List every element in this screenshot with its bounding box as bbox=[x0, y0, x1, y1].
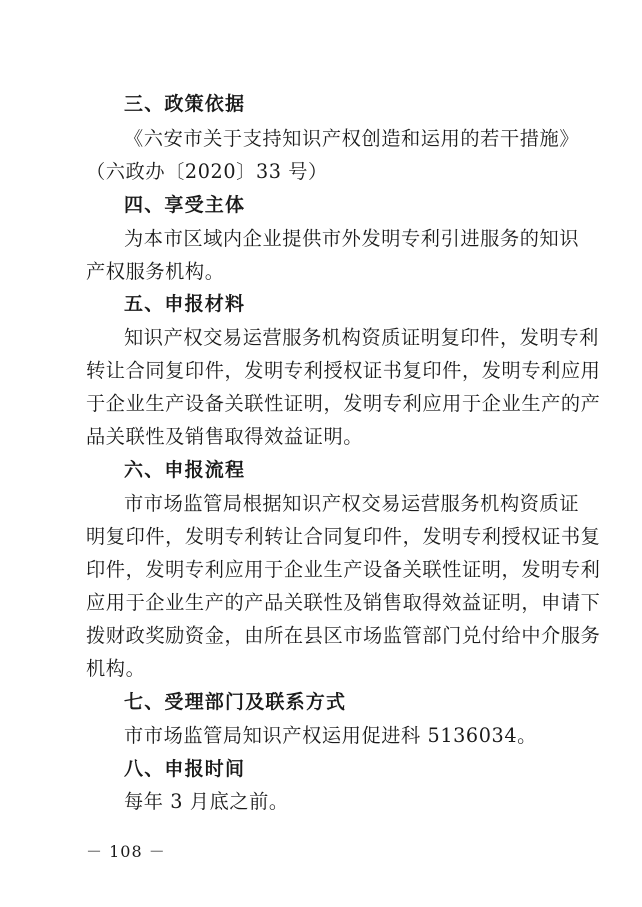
paragraph-line: 知识产权交易运营服务机构资质证明复印件，发明专利 bbox=[124, 326, 599, 349]
section-heading-eligible-subject: 四、享受主体 bbox=[124, 194, 246, 216]
paragraph-line: 转让合同复印件，发明专利授权证书复印件，发明专利应用 bbox=[86, 359, 601, 382]
paragraph-line: 每年 3 月底之前。 bbox=[124, 790, 289, 813]
paragraph-line: （六政办〔2020〕33 号） bbox=[86, 160, 328, 183]
paragraph-line: 市市场监管局根据知识产权交易运营服务机构资质证 bbox=[124, 492, 580, 515]
paragraph-line: 品关联性及销售取得效益证明。 bbox=[86, 425, 364, 448]
section-heading-application-process: 六、申报流程 bbox=[124, 459, 246, 481]
paragraph-line: 于企业生产设备关联性证明，发明专利应用于企业生产的产 bbox=[86, 392, 601, 415]
paragraph-line: 明复印件，发明专利转让合同复印件，发明专利授权证书复 bbox=[86, 525, 601, 548]
section-heading-policy-basis: 三、政策依据 bbox=[124, 93, 246, 115]
paragraph-line: 印件，发明专利应用于企业生产设备关联性证明，发明专利 bbox=[86, 558, 601, 581]
paragraph-line: 拨财政奖励资金，由所在县区市场监管部门兑付给中介服务 bbox=[86, 624, 601, 647]
section-heading-contact: 七、受理部门及联系方式 bbox=[124, 691, 347, 713]
paragraph-line: 《六安市关于支持知识产权创造和运用的若干措施》 bbox=[124, 127, 580, 150]
paragraph-line: 为本市区域内企业提供市外发明专利引进服务的知识 bbox=[124, 227, 580, 250]
page-number: － 108 － bbox=[86, 842, 166, 861]
section-heading-application-time: 八、申报时间 bbox=[124, 758, 246, 780]
paragraph-line: 机构。 bbox=[86, 657, 146, 680]
paragraph-line: 市市场监管局知识产权运用促进科 5136034。 bbox=[124, 724, 537, 747]
paragraph-line: 产权服务机构。 bbox=[86, 260, 225, 283]
paragraph-line: 应用于企业生产的产品关联性及销售取得效益证明，申请下 bbox=[86, 591, 601, 614]
section-heading-application-materials: 五、申报材料 bbox=[124, 293, 246, 315]
